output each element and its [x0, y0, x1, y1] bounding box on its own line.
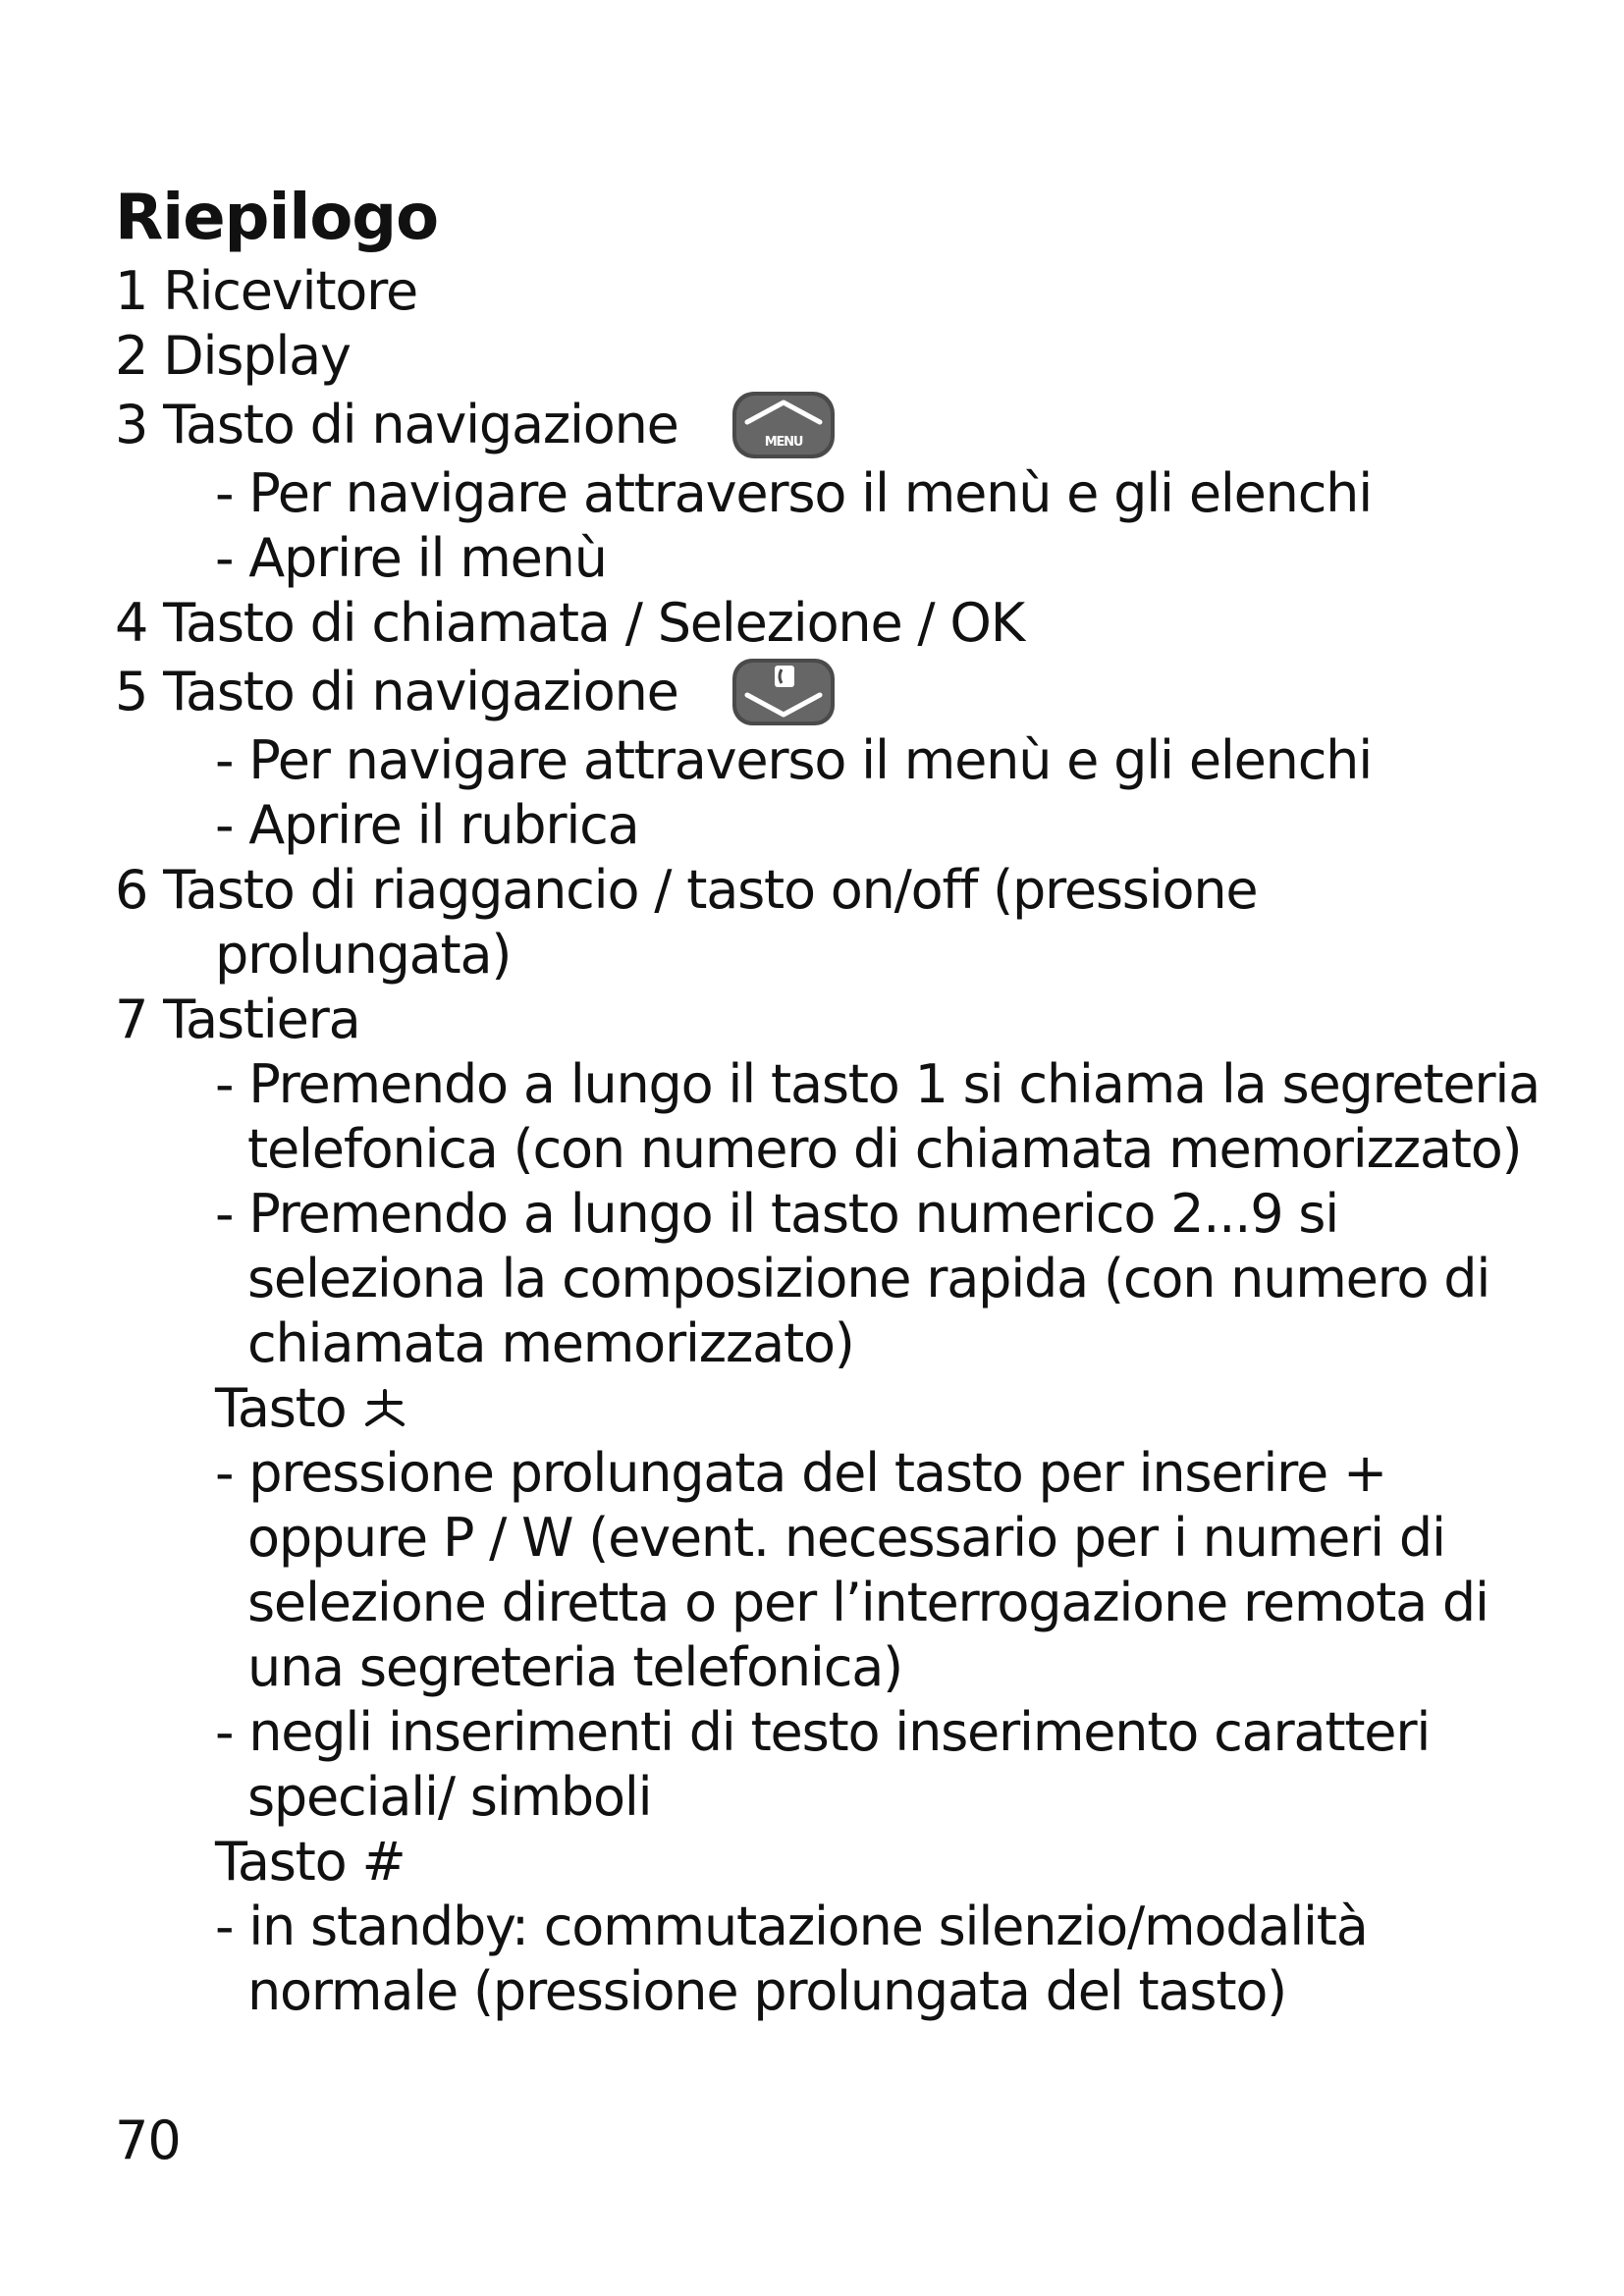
hash-bullet-1-line-1: - in standby: commutazione silenzio/modalità — [215, 1896, 1368, 1957]
phonebook-down-key-icon — [730, 656, 838, 728]
menu-up-key-icon — [730, 389, 838, 461]
item-5-bullet-1: - Per navigare attraverso il menù e gli elenchi — [215, 729, 1373, 791]
item-7-bullet-2-line-1: - Premendo a lungo il tasto numerico 2...9 si — [215, 1183, 1339, 1245]
item-6-line-2: prolungata) — [215, 924, 512, 986]
item-6-line-1: 6 Tasto di riaggancio / tasto on/off (pressione — [115, 859, 1258, 921]
item-1: 1 Ricevitore — [115, 260, 417, 322]
star-icon — [361, 1385, 408, 1432]
item-3-text: 3 Tasto di navigazione — [115, 394, 678, 455]
item-7-bullet-2-line-2: seleziona la composizione rapida (con numero di — [247, 1248, 1490, 1309]
star-bullet-1-line-1: - pressione prolungata del tasto per inserire + — [215, 1442, 1387, 1504]
menu-key-label: MENU — [764, 435, 802, 450]
item-5 — [115, 656, 1529, 728]
item-5-text: 5 Tasto di navigazione — [115, 661, 678, 722]
item-2: 2 Display — [115, 325, 351, 387]
document-page — [115, 177, 1541, 2024]
star-bullet-1-line-3: selezione diretta o per l’interrogazione remota di — [247, 1572, 1489, 1633]
star-key-label: Tasto — [215, 1377, 347, 1439]
item-3 — [115, 389, 1529, 461]
star-bullet-1-line-4: una segreteria telefonica) — [247, 1636, 902, 1698]
hash-bullet-1-line-2: normale (pressione prolungata del tasto) — [247, 1960, 1287, 2022]
item-7-bullet-1-line-2: telefonica (con numero di chiamata memorizzato) — [247, 1118, 1522, 1180]
item-7-bullet-1-line-1: - Premendo a lungo il tasto 1 si chiama la segreteria — [215, 1053, 1541, 1115]
star-key-heading — [115, 1376, 1529, 1441]
item-5-bullet-2: - Aprire il rubrica — [215, 794, 639, 856]
item-3-bullet-1: - Per navigare attraverso il menù e gli elenchi — [215, 462, 1373, 524]
star-bullet-2-line-2: speciali/ simboli — [247, 1766, 652, 1828]
item-3-bullet-2: - Aprire il menù — [215, 527, 607, 589]
item-7: 7 Tastiera — [115, 988, 360, 1050]
star-bullet-1-line-2: oppure P / W (event. necessario per i numeri di — [247, 1507, 1445, 1569]
item-4: 4 Tasto di chiamata / Selezione / OK — [115, 592, 1024, 654]
page-title: Riepilogo — [115, 182, 439, 254]
star-bullet-2-line-1: - negli inserimenti di testo inserimento caratteri — [215, 1701, 1431, 1763]
hash-key-heading: Tasto # — [215, 1831, 406, 1893]
page-number: 70 — [115, 2109, 181, 2171]
item-7-bullet-2-line-3: chiamata memorizzato) — [247, 1312, 854, 1374]
